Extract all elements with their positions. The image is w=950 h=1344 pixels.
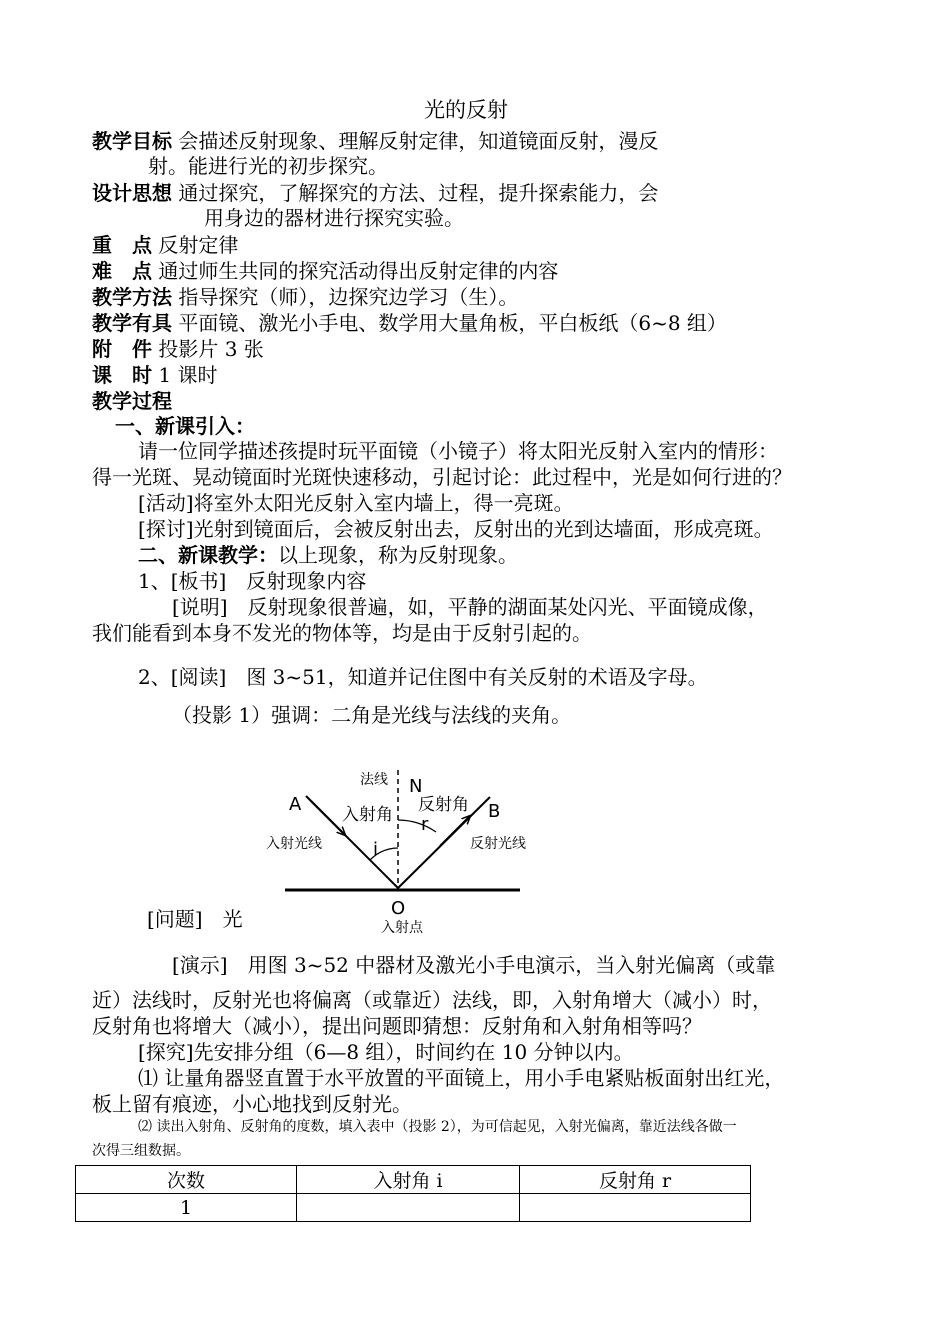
section2-item1: 1、[板书] 反射现象内容 <box>138 569 367 593</box>
question-cut-text: 光 <box>222 907 243 931</box>
period-label: 课 时 <box>92 363 152 387</box>
angle-i-label: i <box>373 839 379 860</box>
incident-ray-arrow <box>310 800 345 835</box>
demo-b: 近）法线时，反射光也将偏离（或靠近）法线，即，入射角增大（减小）时， <box>92 988 772 1012</box>
design-text: 通过探究，了解探究的方法、过程，提升探索能力，会 <box>178 181 659 205</box>
section2-note-b: 我们能看到本身不发光的物体等，均是由于反射引起的。 <box>92 621 592 645</box>
point-B-label: B <box>488 801 501 822</box>
incidence-point-label: 入射点 <box>381 920 423 936</box>
question-label: [问题] <box>147 907 223 931</box>
step2-b: 次得三组数据。 <box>92 1143 190 1159</box>
tools-label: 教学有具 <box>92 311 172 335</box>
section2-heading: 二、新课教学： <box>138 543 278 567</box>
table-cell-reflected[interactable] <box>520 1194 751 1222</box>
attachment-label: 附 件 <box>92 337 152 361</box>
demo-a: [演示] 用图 3~52 中器材及激光小手电演示，当入射光偏离（或靠 <box>172 953 776 977</box>
reflected-ray-arrow <box>440 816 470 846</box>
demo-c: 反射角也将增大（减小），提出问题即猜想：反射角和入射角相等吗？ <box>92 1014 702 1038</box>
section1-p1a: 请一位同学描述孩提时玩平面镜（小镜子）将太阳光反射入室内的情形： <box>138 439 778 463</box>
table-row <box>76 1194 751 1222</box>
section1-discuss: [探讨]光射到镜面后，会被反射出去，反射出的光到达墙面，形成亮斑。 <box>138 517 774 541</box>
question-row <box>147 906 243 932</box>
angle-table <box>75 1165 751 1222</box>
keypoint-label: 重 点 <box>92 233 152 257</box>
section2-heading-rest: 以上现象，称为反射现象。 <box>278 543 518 567</box>
step2-a: ⑵ 读出入射角、反射角的度数，填入表中（投影 2），为可信起见，入射光偏离，靠近法线各做一 <box>138 1119 737 1135</box>
table-header-row <box>76 1166 751 1194</box>
design-label: 设计思想 <box>92 181 172 205</box>
section1-p1b: 得一光斑、晃动镜面时光斑快速移动，引起讨论：此过程中，光是如何行进的？ <box>92 465 792 489</box>
point-O-label: O <box>391 898 406 919</box>
step1-a: ⑴ 让量角器竖直置于水平放置的平面镜上，用小手电紧贴板面射出红光， <box>138 1066 785 1090</box>
design-text-cont: 用身边的器材进行探究实验。 <box>204 206 464 230</box>
explore-text: [探究]先安排分组（6—8 组），时间约在 10 分钟以内。 <box>138 1040 634 1064</box>
goal-text: 会描述反射现象、理解反射定律，知道镜面反射，漫反 <box>178 129 659 153</box>
section2-item2: 2、[阅读] 图 3~51，知道并记住图中有关反射的术语及字母。 <box>138 665 708 689</box>
section1-heading: 一、新课引入： <box>115 414 255 438</box>
difficulty-text: 通过师生共同的探究活动得出反射定律的内容 <box>158 259 559 283</box>
goal-text-cont: 射。能进行光的初步探究。 <box>148 154 388 178</box>
incident-angle-label: 入射角 <box>342 805 393 825</box>
section2-proj1: （投影 1）强调：二角是光线与法线的夹角。 <box>172 703 572 727</box>
angle-r-label: r <box>421 814 429 835</box>
reflected-angle-label: 反射角 <box>418 795 469 815</box>
point-A-label: A <box>289 794 302 815</box>
difficulty-label: 难 点 <box>92 259 152 283</box>
reflected-angle-arc <box>398 820 436 832</box>
method-label: 教学方法 <box>92 285 172 309</box>
period-text: 1 课时 <box>158 363 218 387</box>
section1-activity: [活动]将室外太阳光反射入室内墙上，得一亮斑。 <box>138 491 574 515</box>
table-header-count: 次数 <box>76 1166 297 1194</box>
tools-text: 平面镜、激光小手电、数学用大量角板，平白板纸（6~8 组） <box>178 311 727 335</box>
goal-label: 教学目标 <box>92 129 172 153</box>
table-header-reflected: 反射角 r <box>520 1166 751 1194</box>
method-text: 指导探究（师），边探究边学习（生）。 <box>178 285 519 309</box>
table-cell-incident[interactable] <box>297 1194 520 1222</box>
reflected-ray-label: 反射光线 <box>470 836 526 852</box>
table-header-incident: 入射角 i <box>297 1166 520 1194</box>
section2-note-a: [说明] 反射现象很普遍，如，平静的湖面某处闪光、平面镜成像， <box>172 595 768 619</box>
normal-label: 法线 <box>360 772 388 788</box>
page-title: 光的反射 <box>424 98 508 122</box>
table-cell-count: 1 <box>76 1194 297 1222</box>
point-N-label: N <box>409 776 423 797</box>
process-label: 教学过程 <box>92 389 172 413</box>
attachment-text: 投影片 3 张 <box>158 337 264 361</box>
step1-b: 板上留有痕迹，小心地找到反射光。 <box>92 1092 412 1116</box>
keypoint-text: 反射定律 <box>158 233 239 257</box>
incident-ray-label: 入射光线 <box>266 836 322 852</box>
